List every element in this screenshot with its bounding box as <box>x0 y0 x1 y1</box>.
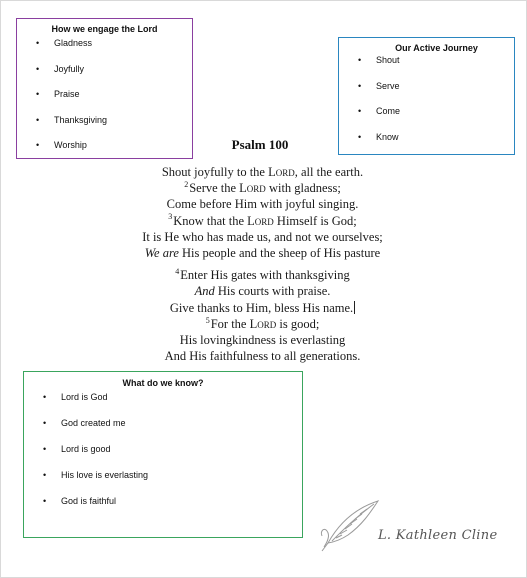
bullet-icon: • <box>43 392 47 402</box>
engage-box-title: How we engage the Lord <box>51 24 158 34</box>
know-box <box>23 371 303 538</box>
list-item <box>24 470 302 481</box>
psalm-text-run: Know that the <box>173 213 248 228</box>
know-list <box>24 392 302 507</box>
psalm-text-run: Serve the <box>189 181 240 196</box>
list-item-label: Lord is God <box>61 392 108 402</box>
list-item-label: Know <box>376 131 399 142</box>
list-item <box>24 496 302 507</box>
list-item <box>24 418 302 429</box>
psalm-line <box>110 300 415 316</box>
psalm-text <box>110 164 415 370</box>
psalm-line <box>110 267 415 283</box>
list-item <box>24 392 302 403</box>
list-item-label: Thanksgiving <box>54 114 108 125</box>
bullet-icon: • <box>358 131 362 142</box>
psalm-text-run: with gladness; <box>265 181 341 196</box>
list-item <box>339 106 514 117</box>
list-item <box>17 38 192 49</box>
list-item-label: Serve <box>376 80 400 91</box>
psalm-line <box>110 316 415 332</box>
bullet-icon: • <box>36 89 40 99</box>
verse-number: 5 <box>205 315 210 325</box>
engage-list <box>17 38 192 151</box>
journey-box <box>338 37 515 155</box>
list-item-label: Come <box>376 106 401 116</box>
psalm-text-run: For the <box>210 316 250 331</box>
list-item <box>17 140 192 151</box>
psalm-line <box>110 180 415 196</box>
psalm-italic-run: And <box>194 284 215 299</box>
journey-box-title: Our Active Journey <box>395 43 478 53</box>
verse-number: 4 <box>175 267 180 277</box>
list-item-label: Worship <box>54 140 87 150</box>
signature-text: L. Kathleen Cline <box>378 528 498 543</box>
bullet-icon: • <box>358 106 362 116</box>
psalm-line: And His faithfulness to all generations. <box>164 349 361 364</box>
bullet-icon: • <box>43 418 47 428</box>
lord-small-caps: Lord <box>247 213 274 228</box>
know-box-title: What do we know? <box>122 378 204 388</box>
psalm-line <box>110 164 415 180</box>
bullet-icon: • <box>36 114 40 125</box>
psalm-text-run: , all the earth. <box>294 165 364 179</box>
lord-small-caps: Lord <box>268 165 295 179</box>
psalm-line <box>110 245 415 261</box>
psalm-text-run: Himself is God; <box>273 213 357 228</box>
verse-number: 2 <box>184 180 189 190</box>
psalm-stanza-1 <box>110 164 415 261</box>
psalm-line: His lovingkindness is everlasting <box>179 333 346 348</box>
psalm-text-run: His people and the sheep of His pasture <box>178 246 381 261</box>
psalm-text-run: Enter His gates with thanksgiving <box>180 268 350 283</box>
list-item-label: Praise <box>54 89 80 99</box>
psalm-text-run: His courts with praise. <box>214 284 331 299</box>
bullet-icon: • <box>358 55 362 65</box>
bullet-icon: • <box>358 80 362 91</box>
bullet-icon: • <box>43 496 47 506</box>
list-item-label: Gladness <box>54 38 93 48</box>
list-item <box>17 115 192 126</box>
psalm-line <box>110 283 415 299</box>
verse-number: 3 <box>168 212 173 222</box>
bullet-icon: • <box>36 38 40 48</box>
list-item <box>17 64 192 75</box>
list-item <box>17 89 192 100</box>
psalm-text-run: is good; <box>276 316 320 331</box>
psalm-stanza-2 <box>110 267 415 364</box>
psalm-title: Psalm 100 <box>231 137 289 152</box>
psalm-line <box>110 213 415 229</box>
lord-small-caps: Lord <box>239 181 266 196</box>
list-item-label: God created me <box>61 418 126 428</box>
list-item-label: God is faithful <box>61 496 117 506</box>
bullet-icon: • <box>43 444 47 454</box>
lord-small-caps: Lord <box>249 316 277 331</box>
bullet-icon: • <box>36 63 40 74</box>
list-item <box>339 55 514 66</box>
list-item-label: Lord is good <box>61 444 111 454</box>
psalm-line: Come before Him with joyful singing. <box>166 197 359 212</box>
list-item-label: His love is everlasting <box>61 470 149 480</box>
journey-list <box>339 55 514 143</box>
psalm-italic-run: We are <box>144 246 179 261</box>
psalm-line: It is He who has made us, and not we ourselves; <box>142 229 383 244</box>
psalm-text-run: Give thanks to Him, bless His name. <box>169 300 354 315</box>
list-item <box>24 444 302 455</box>
list-item <box>339 132 514 143</box>
bullet-icon: • <box>36 140 40 150</box>
bullet-icon: • <box>43 470 47 480</box>
list-item <box>339 81 514 92</box>
list-item-label: Shout <box>376 55 400 65</box>
text-cursor <box>354 301 355 314</box>
feather-quill-icon <box>318 495 518 555</box>
psalm-text-run: Shout joyfully to the <box>161 165 269 179</box>
engage-box <box>16 18 193 159</box>
list-item-label: Joyfully <box>54 63 85 74</box>
